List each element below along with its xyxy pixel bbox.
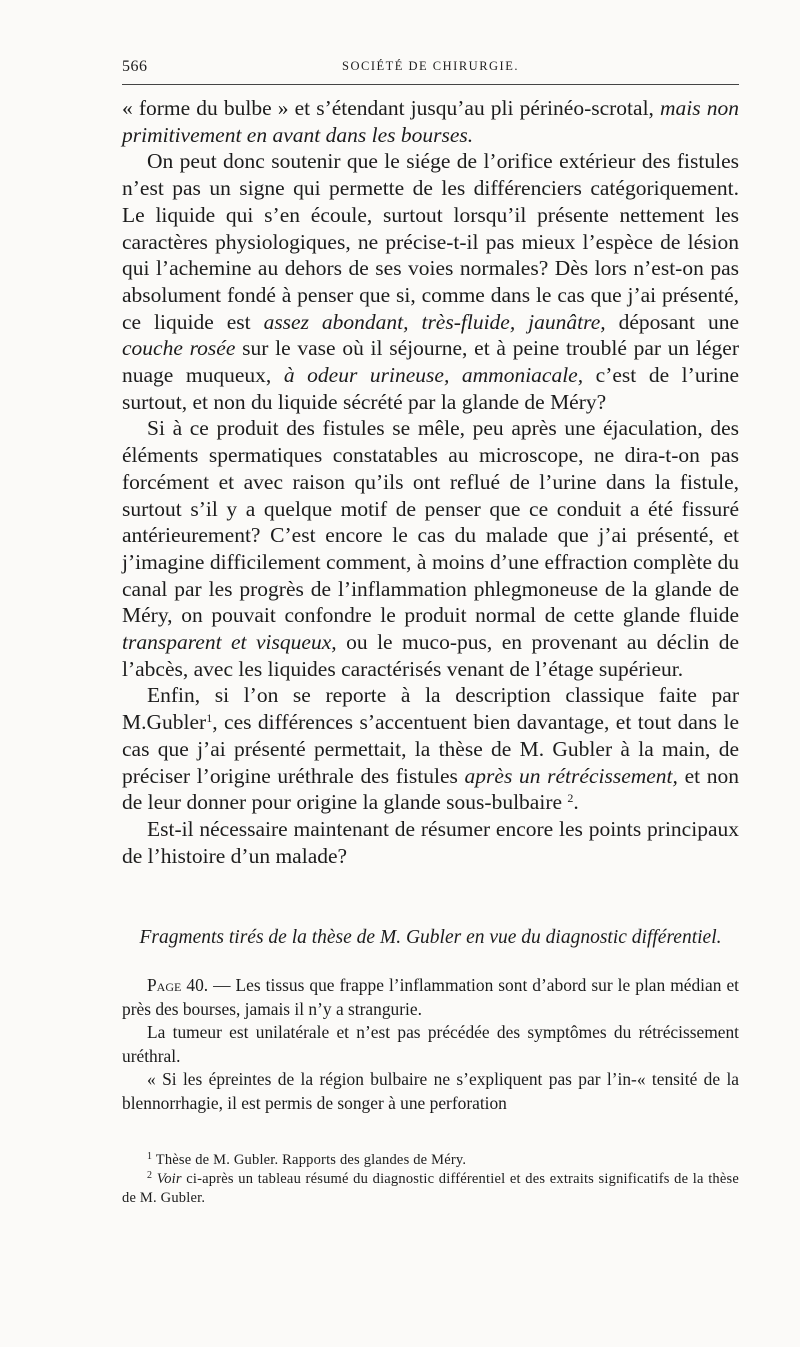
main-text [122,95,739,869]
paragraph: Si à ce produit des fistules se mêle, peu après une éjaculation, des éléments spermatiques constatables au microscope, ne dira-t-on pas forcément et avec raison qu’ils ont reflué de l’urine dans la fistule, surtout s’il y a quelque motif de penser que ce conduit a été fissuré antérieurement? C’est encore le cas du malade que j’ai présenté, et j’imagine difficilement comment, à moins d’une effraction complète du canal par les progrès de l’inflammation phlegmoneuse de la glande de Méry, on pouvait confondre le produit normal de cette glande fluide transparent et visqueux, ou le muco-pus, en provenant au déclin de l’abcès, avec les liquides caractérisés venant de l’étage supérieur. [122,416,739,681]
paragraph: On peut donc soutenir que le siége de l’orifice extérieur des fistules n’est pas un signe qui permette de les différenciers catégoriquement. Le liquide qui s’en écoule, surtout lorsqu’il présente nettement les caractères physiologiques, ne précise-t-il pas mieux l’espèce de lésion qui l’achemine au dehors de ses voies normales? Dès lors n’est-on pas absolument fondé à penser que si, comme dans le cas que j’ai présenté, ce liquide est assez abondant, très-fluide, jaunâtre, déposant une couche rosée sur le vase où il séjourne, et à peine troublé par un léger nuage muqueux, à odeur urineuse, ammoniacale, c’est de l’urine surtout, et non du liquide sécrété par la glande de Méry? [122,149,739,414]
footnote-ref: 2 [567,791,574,806]
paragraph: Est-il nécessaire maintenant de résumer encore les points principaux de l’histoire d’un malade? [122,816,739,868]
page-header [122,58,739,82]
footnote: $^1$ Thèse de M. Gubler. Rapports des glandes de Méry. [147,1151,467,1168]
header-rule [122,84,739,85]
paragraph: Enfin, si l’on se reporte à la description classique faite par M.Gubler$^1$, ces différences s’accentuent bien davantage, et tout dans le cas que j’ai présenté permettait, la thèse de M. Gubler à la main, de préciser l’origine uréthrale des fistules après un rétrécissement, et non de leur donner pour origine la glande sous-bulbaire $^2$. [122,683,739,815]
paragraph: Page 40. — Les tissus que frappe l’inflammation sont d’abord sur le plan médian et près des bourses, jamais il n’y a strangurie. [122,975,739,1019]
running-head: SOCIÉTÉ DE CHIRURGIE. [342,59,519,73]
footnotes [122,1151,739,1208]
footnote-ref: 1 [206,711,213,726]
excerpt-text [122,974,739,1116]
paragraph: « Si les épreintes de la région bulbaire ne s’expliquent pas par l’in-« tensité de la blennorrhagie, il est permis de songer à une perforation [122,1069,739,1113]
footnote: $^2$ Voir ci-après un tableau résumé du diagnostic différentiel et des extraits significatifs de la thèse de M. Gubler. [122,1170,739,1206]
paragraph: La tumeur est unilatérale et n’est pas précédée des symptômes du rétrécissement uréthral. [122,1022,739,1066]
section-heading: Fragments tirés de la thèse de M. Gubler en vue du diagnostic différentiel. [139,927,722,948]
page-number: 566 [122,58,148,75]
paragraph: « forme du bulbe » et s’étendant jusqu’au pli périnéo-scrotal, mais non primitivement en avant dans les bourses. [122,96,739,147]
